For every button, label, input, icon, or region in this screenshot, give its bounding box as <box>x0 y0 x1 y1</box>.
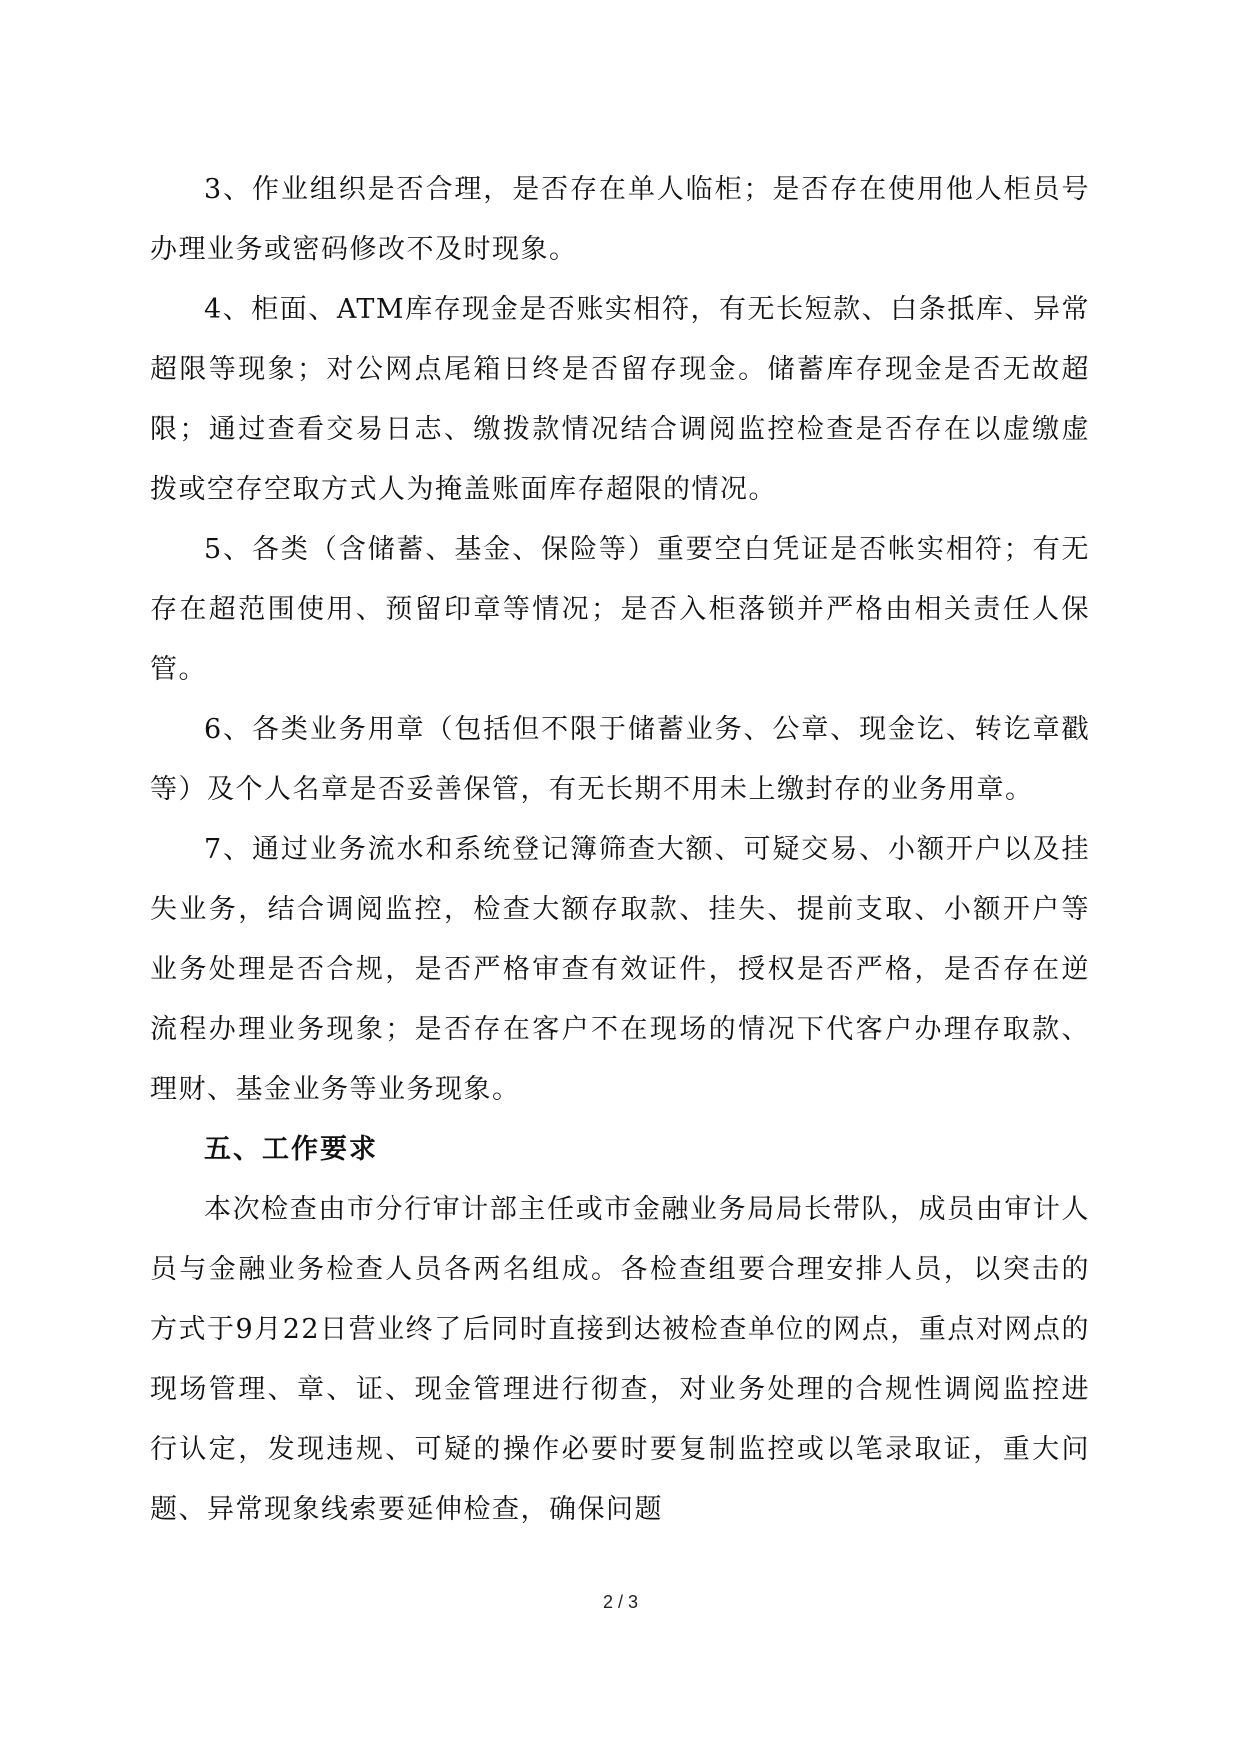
paragraph-item-6: 6、各类业务用章（包括但不限于储蓄业务、公章、现金讫、转讫章戳等）及个人名章是否妥善保管，有无长期不用未上缴封存的业务用章。 <box>150 714 1090 805</box>
page-number: 2 / 3 <box>602 1592 639 1612</box>
paragraph-item-5: 5、各类（含储蓄、基金、保险等）重要空白凭证是否帐实相符；有无存在超范围使用、预留印章等情况；是否入柜落锁并严格由相关责任人保管。 <box>150 534 1090 685</box>
paragraph-item-4: 4、柜面、ATM库存现金是否账实相符，有无长短款、白条抵库、异常超限等现象；对公网点尾箱日终是否留存现金。储蓄库存现金是否无故超限；通过查看交易日志、缴拨款情况结合调阅监控检查是否存在以虚缴虚拨或空存空取方式人为掩盖账面库存超限的情况。 <box>150 294 1090 505</box>
paragraph-item-3: 3、作业组织是否合理，是否存在单人临柜；是否存在使用他人柜员号办理业务或密码修改不及时现象。 <box>150 174 1090 265</box>
document-body <box>150 160 1090 1540</box>
section-paragraph: 本次检查由市分行审计部主任或市金融业务局局长带队，成员由审计人员与金融业务检查人员各两名组成。各检查组要合理安排人员，以突击的方式于9月22日营业终了后同时直接到达被检查单位的网点，重点对网点的现场管理、章、证、现金管理进行彻查，对业务处理的合规性调阅监控进行认定，发现违规、可疑的操作必要时要复制监控或以笔录取证，重大问题、异常现象线索要延伸检查，确保问题 <box>150 1194 1090 1525</box>
section-heading: 五、工作要求 <box>204 1134 378 1165</box>
paragraph-item-7: 7、通过业务流水和系统登记簿筛查大额、可疑交易、小额开户以及挂失业务，结合调阅监控，检查大额存取款、挂失、提前支取、小额开户等业务处理是否合规，是否严格审查有效证件，授权是否严格，是否存在逆流程办理业务现象；是否存在客户不在现场的情况下代客户办理存取款、理财、基金业务等业务现象。 <box>150 834 1090 1105</box>
